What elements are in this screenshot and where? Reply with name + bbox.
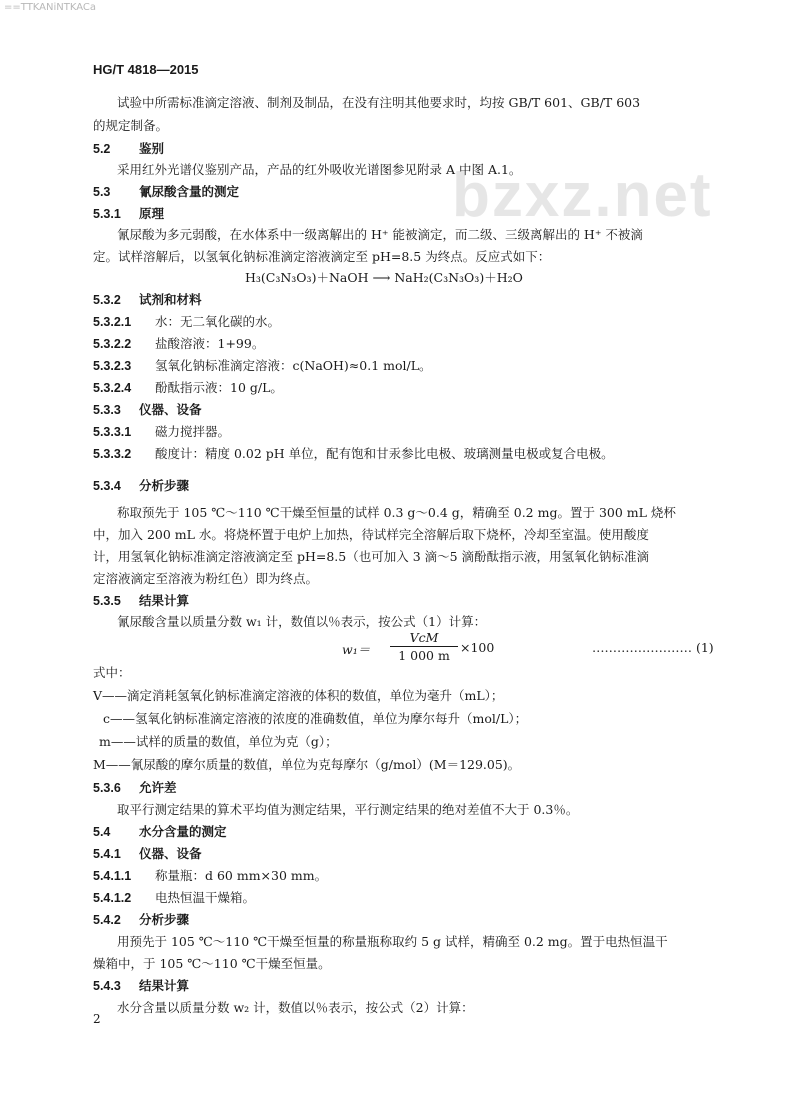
moisture-calculation-text: 水分含量以质量分数 w₂ 计，数值以％表示，按公式（2）计算： <box>117 1000 474 1015</box>
item-number: 5.3.2.1 <box>93 315 132 329</box>
section-title: 仪器、设备 <box>139 846 202 861</box>
item-text: 盐酸溶液：1+99。 <box>155 336 265 351</box>
section-number: 5.3.2 <box>93 293 121 307</box>
section-number: 5.2 <box>93 142 111 156</box>
section-number: 5.4.1 <box>93 847 121 861</box>
section-title: 原理 <box>139 206 165 221</box>
item-number: 5.3.3.2 <box>93 447 132 461</box>
section-title: 仪器、设备 <box>139 402 202 417</box>
procedure-line-4: 定溶液滴定至溶液为粉红色）即为终点。 <box>93 571 319 586</box>
section-number: 5.3.3 <box>93 403 121 417</box>
item-number: 5.4.1.2 <box>93 891 132 905</box>
section-5-3-3-heading <box>93 401 202 419</box>
item-5-3-2-4 <box>93 379 283 397</box>
moisture-procedure-line-2: 燥箱中，于 105 ℃～110 ℃干燥至恒量。 <box>93 956 331 971</box>
equation-1-denominator: 1 000 m <box>398 648 450 663</box>
principle-line-2: 定。试样溶解后，以氢氧化钠标准滴定溶液滴定至 pH=8.5 为终点。反应式如下： <box>93 249 551 264</box>
item-number: 5.4.1.1 <box>93 869 132 883</box>
procedure-line-1: 称取预先于 105 ℃～110 ℃干燥至恒量的试样 0.3 g～0.4 g，精确至 0.2 mg。置于 300 mL 烧杯 <box>117 505 676 520</box>
section-title: 分析步骤 <box>139 478 190 493</box>
definition-c: c——氢氧化钠标准滴定溶液的浓度的准确数值，单位为摩尔每升（mol/L）； <box>103 711 528 726</box>
section-5-3-2-heading <box>93 291 202 309</box>
section-5-3-4-heading <box>93 477 189 495</box>
item-text: 水：无二氧化碳的水。 <box>155 314 281 329</box>
section-title: 分析步骤 <box>139 912 190 927</box>
section-number: 5.3.1 <box>93 207 121 221</box>
item-5-4-1-1 <box>93 867 327 885</box>
principle-line-1: 氰尿酸为多元弱酸，在水体系中一级离解出的 H⁺ 能被滴定，而二级、三级离解出的 H⁺ 不被滴 <box>117 227 643 242</box>
section-title: 氰尿酸含量的测定 <box>139 184 240 199</box>
item-5-4-1-2 <box>93 889 255 907</box>
item-5-3-3-2 <box>93 445 614 463</box>
section-title: 结果计算 <box>139 978 190 993</box>
item-text: 酸度计：精度 0.02 pH 单位，配有饱和甘汞参比电极、玻璃测量电极或复合电极。 <box>155 446 614 461</box>
page-number: 2 <box>93 1012 101 1026</box>
section-5-2-text: 采用红外光谱仪鉴别产品，产品的红外吸收光谱图参见附录 A 中图 A.1。 <box>117 162 522 177</box>
moisture-procedure-line-1: 用预先于 105 ℃～110 ℃干燥至恒量的称量瓶称取约 5 g 试样，精确至 0.2 mg。置于电热恒温干 <box>117 934 668 949</box>
equation-1-number: …………………… (1) <box>592 640 714 655</box>
section-number: 5.4 <box>93 825 111 839</box>
section-5-4-1-heading <box>93 845 202 863</box>
item-5-3-2-1 <box>93 313 280 331</box>
section-number: 5.3.6 <box>93 781 121 795</box>
item-5-3-2-2 <box>93 335 264 353</box>
definition-m: m——试样的质量的数值，单位为克（g）； <box>99 734 338 749</box>
calculation-text: 氰尿酸含量以质量分数 w₁ 计，数值以％表示，按公式（1）计算： <box>117 614 487 629</box>
procedure-line-3: 计，用氢氧化钠标准滴定溶液滴定至 pH=8.5（也可加入 3 滴～5 滴酚酞指示液，用氢氧化钠标准滴 <box>93 549 650 564</box>
section-5-2-heading <box>93 140 164 158</box>
equation-1-lhs: w₁＝ <box>342 642 371 657</box>
definition-V: V——滴定消耗氢氧化钠标准滴定溶液的体积的数值，单位为毫升（mL）； <box>93 688 504 703</box>
section-title: 水分含量的测定 <box>139 824 227 839</box>
standard-number: HG/T 4818—2015 <box>93 62 199 77</box>
item-number: 5.3.2.3 <box>93 359 132 373</box>
item-number: 5.3.2.4 <box>93 381 132 395</box>
item-number: 5.3.3.1 <box>93 425 132 439</box>
section-5-4-3-heading <box>93 977 189 995</box>
section-title: 结果计算 <box>139 593 190 608</box>
top-banner <box>0 0 800 18</box>
item-text: 酚酞指示液：10 g/L。 <box>155 380 283 395</box>
top-watermark: ==TTKANiNTKACa <box>4 2 97 13</box>
item-5-3-3-1 <box>93 423 230 441</box>
section-number: 5.3.5 <box>93 594 121 608</box>
section-title: 试剂和材料 <box>139 292 202 307</box>
procedure-line-2: 中，加入 200 mL 水。将烧杯置于电炉上加热，待试样完全溶解后取下烧杯，冷却至室温。使用酸度 <box>93 527 649 542</box>
definition-M: M——氰尿酸的摩尔质量的数值，单位为克每摩尔（g/mol）(M＝129.05)。 <box>93 757 521 772</box>
item-text: 电热恒温干燥箱。 <box>155 890 256 905</box>
section-number: 5.4.2 <box>93 913 121 927</box>
where-label: 式中： <box>93 665 131 680</box>
item-text: 氢氧化钠标准滴定溶液：c(NaOH)≈0.1 mol/L。 <box>155 358 432 373</box>
equation-1-rhs: ×100 <box>460 640 495 655</box>
equation-1-numerator: VcM <box>390 630 458 647</box>
item-5-3-2-3 <box>93 357 432 375</box>
equation-1-fraction <box>390 630 458 663</box>
section-title: 鉴别 <box>139 141 165 156</box>
item-text: 称量瓶：d 60 mm×30 mm。 <box>155 868 328 883</box>
reaction-equation: H₃(C₃N₃O₃)＋NaOH ⟶ NaH₂(C₃N₃O₃)＋H₂O <box>245 270 523 285</box>
section-5-3-5-heading <box>93 592 189 610</box>
intro-line-2: 的规定制备。 <box>93 118 169 133</box>
section-number: 5.4.3 <box>93 979 121 993</box>
section-5-3-1-heading <box>93 205 164 223</box>
tolerance-text: 取平行测定结果的算术平均值为测定结果，平行测定结果的绝对差值不大于 0.3％。 <box>117 802 579 817</box>
section-5-3-heading <box>93 183 239 201</box>
item-text: 磁力搅拌器。 <box>155 424 231 439</box>
section-5-3-6-heading <box>93 779 177 797</box>
background-watermark: bzxz.net <box>452 161 713 230</box>
section-5-4-heading <box>93 823 227 841</box>
section-number: 5.3 <box>93 185 111 199</box>
section-5-4-2-heading <box>93 911 189 929</box>
intro-line-1: 试验中所需标准滴定溶液、制剂及制品，在没有注明其他要求时，均按 GB/T 601、GB/T 603 <box>117 95 641 110</box>
item-number: 5.3.2.2 <box>93 337 132 351</box>
section-number: 5.3.4 <box>93 479 121 493</box>
section-title: 允许差 <box>139 780 177 795</box>
